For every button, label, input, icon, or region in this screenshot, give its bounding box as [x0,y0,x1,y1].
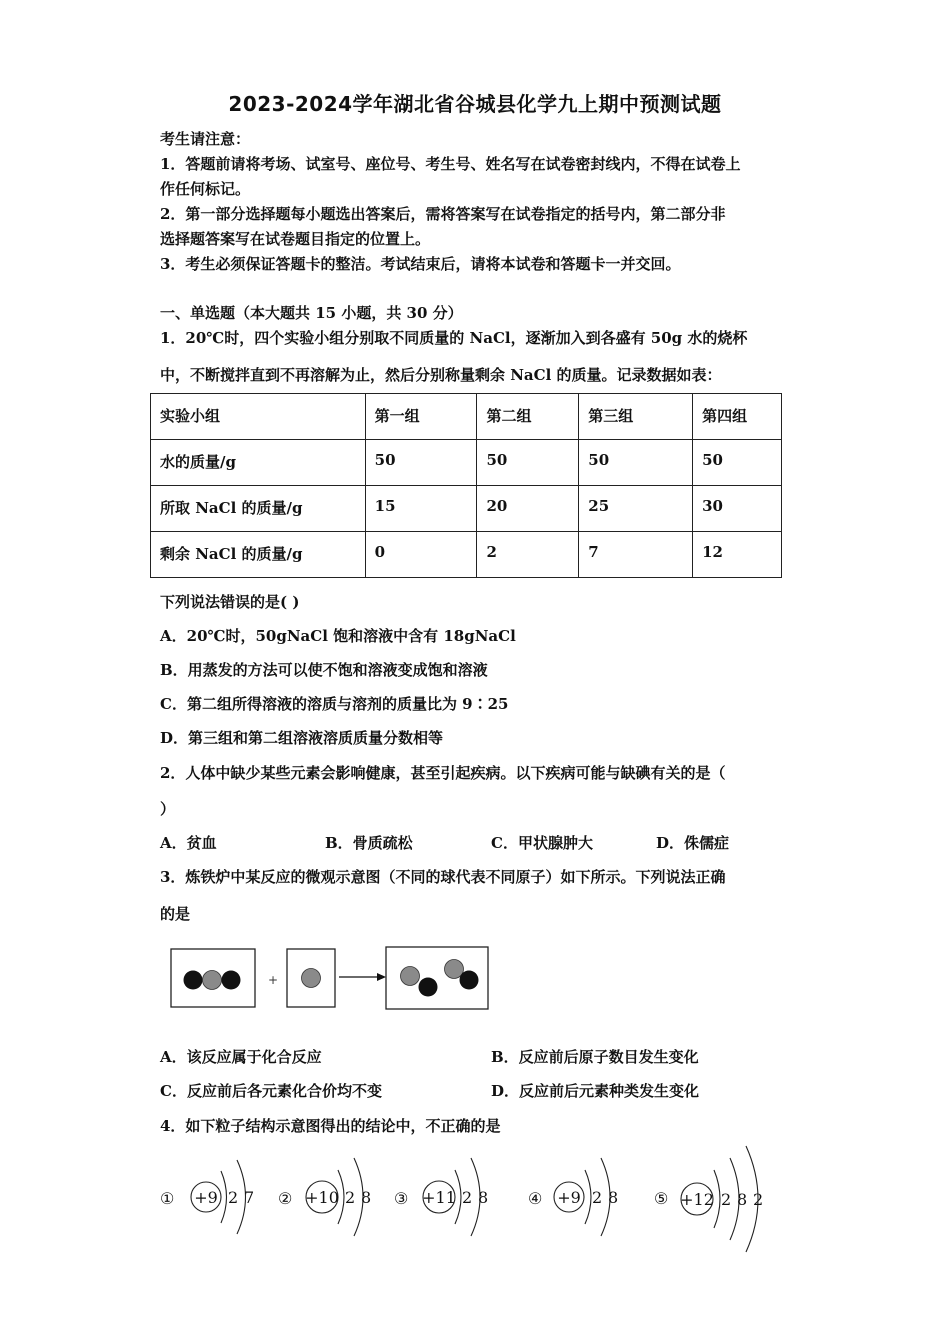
table-cell: 20 [477,486,579,532]
particle-5 [654,1146,763,1252]
q3-reaction-diagram [160,940,500,1020]
table-row [151,532,782,578]
particle-3 [394,1158,488,1236]
section-heading: 一、单选题（本大题共 15 小题，共 30 分） [160,304,463,322]
shell-arc [338,1170,344,1224]
shell-arc [714,1170,720,1228]
notice-line: 作任何标记。 [160,180,251,198]
shell-count: 8 [737,1190,748,1209]
shell-count: 8 [361,1188,372,1207]
atom-black [184,971,203,990]
nucleus-charge: +9 [557,1188,581,1207]
table-row [151,486,782,532]
table-cell: 2 [477,532,579,578]
nucleus-charge: +10 [305,1188,339,1207]
table-cell: 7 [579,532,693,578]
table-cell: 第一组 [365,394,477,440]
table-cell: 第四组 [693,394,782,440]
nucleus-charge: +12 [680,1190,714,1209]
q1-data-table [150,393,782,578]
table-cell: 15 [365,486,477,532]
shell-count: 2 [228,1188,239,1207]
atom-black [222,971,241,990]
plus-sign: + [268,973,279,987]
table-cell: 50 [365,440,477,486]
particle-label: ⑤ [654,1189,669,1208]
table-cell: 12 [693,532,782,578]
q1-option-d: D．第三组和第二组溶液溶质质量分数相等 [160,729,444,747]
q2-stem: ） [160,800,176,818]
particle-label: ④ [528,1189,543,1208]
shell-count: 2 [592,1188,603,1207]
q3-stem: 的是 [160,905,191,923]
notice-line: 选择题答案写在试卷题目指定的位置上。 [160,230,431,248]
notice-line: 3．考生必须保证答题卡的整洁。考试结束后，请将本试卷和答题卡一并交回。 [160,255,681,273]
shell-count: 2 [721,1190,732,1209]
q2-option-a: A．贫血 [160,834,217,852]
q1-stem: 中，不断搅拌直到不再溶解为止，然后分别称量剩余 NaCl 的质量。记录数据如表： [160,366,722,384]
table-cell: 50 [579,440,693,486]
atom-black [419,978,438,997]
q1-option-c: C．第二组所得溶液的溶质与溶剂的质量比为 9∶25 [160,695,509,713]
table-cell: 剩余 NaCl 的质量/g [151,532,366,578]
q1-option-b: B．用蒸发的方法可以使不饱和溶液变成饱和溶液 [160,661,488,679]
atom-grey [203,971,222,990]
table-cell: 0 [365,532,477,578]
particle-label: ② [278,1189,293,1208]
table-cell: 实验小组 [151,394,366,440]
q3-stem: 3．炼铁炉中某反应的微观示意图（不同的球代表不同原子）如下所示。下列说法正确 [160,868,726,886]
notice-line: 1．答题前请将考场、试室号、座位号、考生号、姓名写在试卷密封线内，不得在试卷上 [160,155,741,173]
q4-stem: 4．如下粒子结构示意图得出的结论中，不正确的是 [160,1117,501,1135]
table-cell: 25 [579,486,693,532]
q4-particle-diagrams [150,1140,790,1260]
q3-option-b: B．反应前后原子数目发生变化 [491,1048,699,1066]
particle-1 [160,1160,254,1234]
arrow-head [377,973,386,981]
page-title: 2023-2024学年湖北省谷城县化学九上期中预测试题 [228,92,722,116]
table-cell: 第二组 [477,394,579,440]
atom-black [460,971,479,990]
shell-count: 2 [345,1188,356,1207]
shell-arc [585,1170,591,1224]
particle-4 [528,1158,618,1236]
q3-option-c: C．反应前后各元素化合价均不变 [160,1082,382,1100]
table-cell: 50 [477,440,579,486]
notice-heading: 考生请注意： [160,130,251,148]
q3-option-d: D．反应前后元素种类发生变化 [491,1082,700,1100]
nucleus-charge: +9 [194,1188,218,1207]
atom-grey [401,967,420,986]
shell-count: 7 [244,1188,255,1207]
table-row [151,440,782,486]
table-cell: 所取 NaCl 的质量/g [151,486,366,532]
notice-line: 2．第一部分选择题每小题选出答案后，需将答案写在试卷指定的括号内，第二部分非 [160,205,726,223]
particle-label: ① [160,1189,175,1208]
shell-count: 8 [608,1188,619,1207]
particle-label: ③ [394,1189,409,1208]
shell-count: 2 [753,1190,764,1209]
q1-option-a: A．20℃时，50gNaCl 饱和溶液中含有 18gNaCl [160,627,516,645]
q2-option-d: D．侏儒症 [656,834,730,852]
q3-option-a: A．该反应属于化合反应 [160,1048,322,1066]
particle-2 [278,1158,371,1236]
shell-count: 8 [478,1188,489,1207]
nucleus-charge: +11 [422,1188,456,1207]
q2-option-c: C．甲状腺肿大 [491,834,593,852]
shell-arc [455,1170,461,1224]
q2-stem: 2．人体中缺少某些元素会影响健康，甚至引起疾病。以下疾病可能与缺碘有关的是（ [160,764,726,782]
table-cell: 50 [693,440,782,486]
q1-stem: 1．20℃时，四个实验小组分别取不同质量的 NaCl，逐渐加入到各盛有 50g 水的烧杯 [160,329,748,347]
q2-option-b: B．骨质疏松 [325,834,413,852]
table-cell: 30 [693,486,782,532]
table-cell: 水的质量/g [151,440,366,486]
shell-count: 2 [462,1188,473,1207]
table-header-row [151,394,782,440]
table-cell: 第三组 [579,394,693,440]
atom-grey [302,969,321,988]
q1-question: 下列说法错误的是( ) [160,593,300,611]
shell-arc [221,1171,227,1223]
